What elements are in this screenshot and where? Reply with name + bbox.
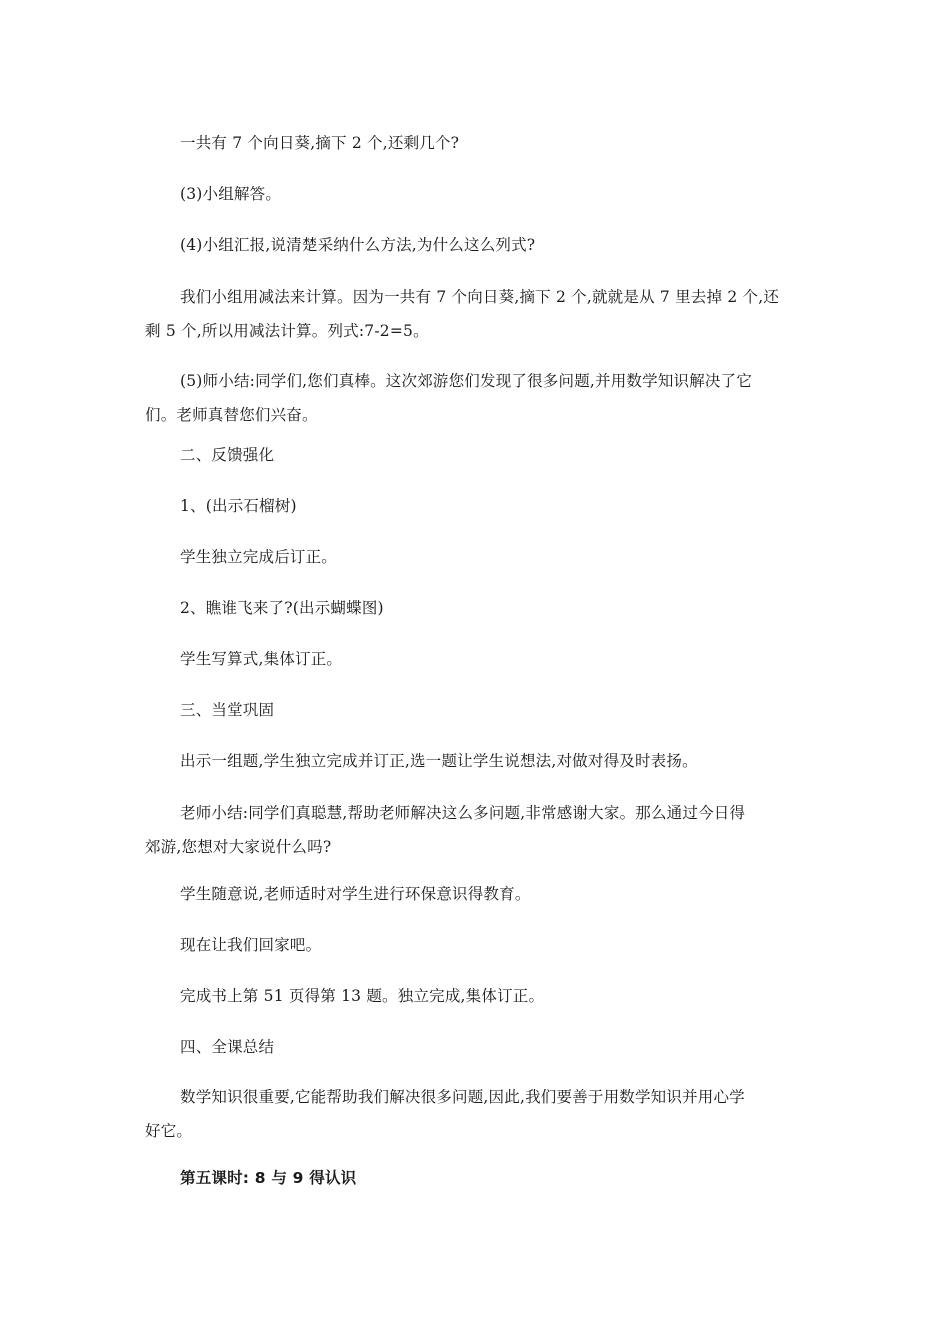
paragraph-2: (3)小组解答。 <box>180 185 282 203</box>
section-heading-3: 三、当堂巩固 <box>180 701 275 719</box>
section-heading-4: 四、全课总结 <box>180 1038 275 1056</box>
paragraph-1: 一共有 7 个向日葵,摘下 2 个,还剩几个? <box>180 134 460 152</box>
paragraph-10: 学生写算式,集体订正。 <box>180 650 343 668</box>
paragraph-16: 完成书上第 51 页得第 13 题。独立完成,集体订正。 <box>180 987 545 1005</box>
lesson-heading: 第五课时: 8 与 9 得认识 <box>180 1169 357 1187</box>
paragraph-12: 出示一组题,学生独立完成并订正,选一题让学生说想法,对做对得及时表扬。 <box>180 752 698 770</box>
paragraph-5: (5)师小结:同学们,您们真棒。这次郊游您们发现了很多问题,并用数学知识解决了它 们。老师真替您们兴奋。 <box>145 372 753 424</box>
section-heading-2: 二、反馈强化 <box>180 446 275 464</box>
paragraph-14: 学生随意说,老师适时对学生进行环保意识得教育。 <box>180 885 531 903</box>
paragraph-4: 我们小组用减法来计算。因为一共有 7 个向日葵,摘下 2 个,就就是从 7 里去掉 2 个,还 剩 5 个,所以用减法计算。列式:7-2=5。 <box>145 288 780 340</box>
paragraph-7: 1、(出示石榴树) <box>180 497 297 515</box>
paragraph-9: 2、瞧谁飞来了?(出示蝴蝶图) <box>180 599 384 617</box>
paragraph-18: 数学知识很重要,它能帮助我们解决很多问题,因此,我们要善于用数学知识并用心学 好它。 <box>145 1088 745 1140</box>
paragraph-8: 学生独立完成后订正。 <box>180 548 338 566</box>
paragraph-3: (4)小组汇报,说清楚采纳什么方法,为什么这么列式? <box>180 236 536 254</box>
paragraph-15: 现在让我们回家吧。 <box>180 936 322 954</box>
paragraph-13: 老师小结:同学们真聪慧,帮助老师解决这么多问题,非常感谢大家。那么通过今日得 郊游,您想对大家说什么吗? <box>145 804 746 856</box>
